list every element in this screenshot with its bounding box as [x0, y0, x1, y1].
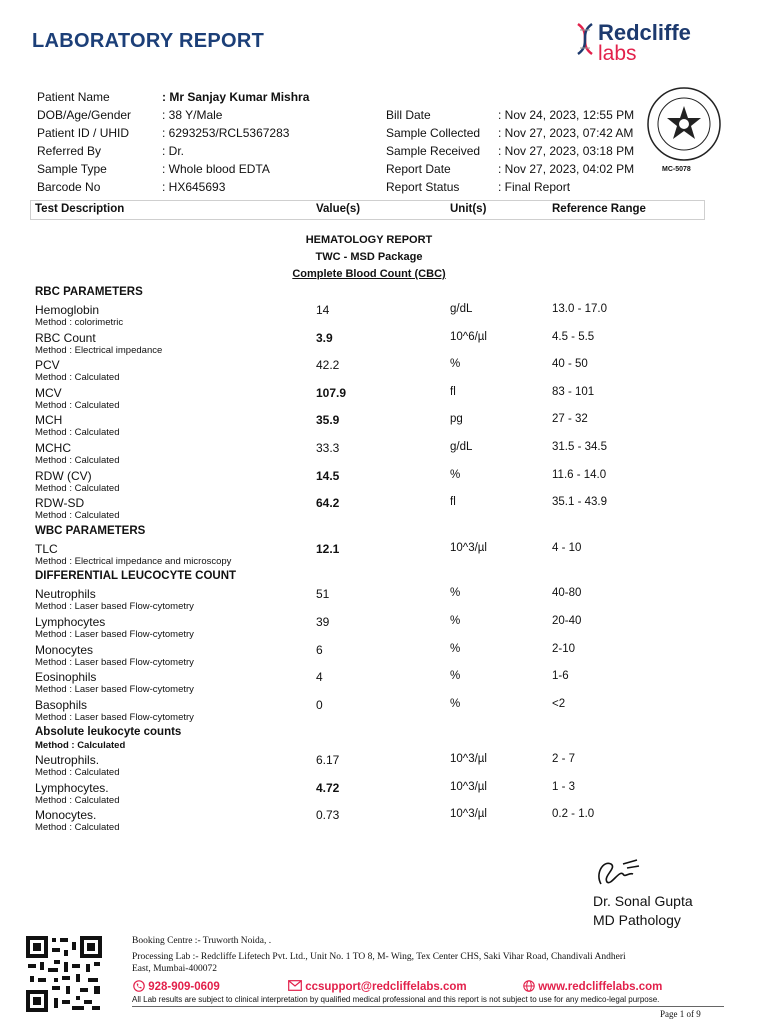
test-unit: % [450, 642, 461, 655]
table-row [0, 496, 768, 524]
test-method: Method : Laser based Flow-cytometry [35, 628, 194, 640]
test-reference-range: 1 - 3 [552, 780, 576, 793]
test-unit: 10^3/µl [450, 542, 487, 554]
footer-divider [132, 1006, 724, 1007]
test-name: MCHC [35, 441, 71, 455]
test-unit: g/dL [450, 303, 473, 315]
test-unit: pg [450, 413, 463, 426]
test-reference-range: 40 - 50 [552, 358, 588, 371]
test-reference-range: 83 - 101 [552, 385, 595, 398]
test-reference-range: 2-10 [552, 642, 576, 655]
col-values: Value(s) [316, 203, 361, 215]
section-wbc: WBC PARAMETERS [35, 525, 146, 537]
dna-logo-icon [574, 22, 596, 62]
test-name: Basophils [35, 698, 88, 713]
test-name: Neutrophils [35, 587, 96, 601]
test-value: 33.3 [316, 441, 340, 455]
test-method: Method : Calculated [35, 482, 120, 494]
table-row [0, 753, 768, 781]
test-reference-range: 2 - 7 [552, 753, 576, 765]
test-reference-range: 4 - 10 [552, 542, 582, 554]
report-heading-cbc: Complete Blood Count (CBC) [292, 268, 446, 280]
test-method: Method : Calculated [35, 510, 120, 522]
table-row [0, 643, 768, 671]
processing-lab-line1: Processing Lab :- Redcliffe Lifetech Pvt. Ltd., Unit No. 1 TO 8, M- Wing, Tex Center CHS, Saki Vihar Road, Chandivali Andheri [132, 952, 626, 962]
test-unit: % [450, 358, 461, 371]
test-name: MCV [35, 385, 62, 400]
test-method: Method : Laser based Flow-cytometry [35, 684, 194, 696]
test-method: Method : Calculated [35, 822, 120, 833]
test-name: Lymphocytes. [35, 780, 109, 795]
test-unit: 10^3/µl [450, 753, 487, 765]
table-row [0, 670, 768, 698]
test-unit: % [450, 468, 461, 481]
test-value: 42.2 [316, 358, 340, 373]
patient-label: DOB/Age/Gender [37, 108, 132, 122]
test-value: 6 [316, 642, 323, 657]
test-name: TLC [35, 542, 58, 556]
test-value: 4.72 [316, 780, 340, 795]
test-value: 39 [316, 614, 330, 629]
patient-value: : HX645693 [162, 180, 226, 194]
phone-number: 928-909-0609 [148, 981, 220, 993]
test-name: Lymphocytes [35, 614, 106, 629]
report-heading-hematology: HEMATOLOGY REPORT [305, 234, 433, 246]
section-rbc: RBC PARAMETERS [35, 286, 143, 298]
test-unit: 10^3/µl [450, 780, 487, 793]
qr-code-icon [24, 934, 104, 1014]
accreditation-seal-icon [646, 86, 722, 162]
report-meta-label: Sample Collected [386, 126, 481, 140]
contact-website[interactable] [523, 980, 662, 993]
test-method: Method : colorimetric [35, 317, 124, 328]
phone-icon [133, 980, 145, 992]
table-row [0, 358, 768, 386]
table-row [0, 615, 768, 643]
test-value: 107.9 [316, 385, 347, 400]
table-row [0, 386, 768, 414]
col-units: Unit(s) [450, 203, 487, 215]
test-method: Method : Electrical impedance and microscopy [35, 556, 232, 567]
test-value: 6.17 [316, 753, 340, 767]
booking-centre: Booking Centre :- Truworth Noida, . [132, 936, 272, 946]
patient-value: : Mr Sanjay Kumar Mishra [162, 90, 310, 104]
report-meta-value: : Final Report [498, 180, 571, 194]
patient-label: Barcode No [37, 180, 101, 194]
report-meta-value: : Nov 24, 2023, 12:55 PM [498, 108, 635, 122]
email-address: ccsupport@redcliffelabs.com [305, 981, 467, 993]
test-method: Method : Calculated [35, 427, 120, 439]
test-unit: fl [450, 496, 456, 509]
test-method: Method : Electrical impedance [35, 344, 163, 356]
test-unit: % [450, 670, 461, 683]
test-value: 4 [316, 670, 323, 685]
section-absolute: Absolute leukocyte counts [35, 726, 182, 738]
test-unit: 10^6/µl [450, 330, 487, 343]
section-dlc: DIFFERENTIAL LEUCOCYTE COUNT [35, 570, 237, 582]
table-row [0, 698, 768, 726]
contact-email[interactable] [288, 980, 467, 993]
patient-value: : 6293253/RCL5367283 [162, 126, 290, 140]
report-title: LABORATORY REPORT [32, 30, 265, 52]
page-number: Page 1 of 9 [660, 1009, 701, 1019]
test-unit: % [450, 614, 461, 627]
test-value: 35.9 [316, 413, 340, 428]
report-meta-label: Sample Received [386, 144, 481, 158]
test-name: RBC Count [35, 330, 96, 345]
table-row [0, 413, 768, 441]
patient-value: : 38 Y/Male [162, 108, 223, 122]
test-method: Method : Calculated [35, 372, 120, 384]
seal-caption: MC-5078 [662, 166, 691, 173]
test-reference-range: 40-80 [552, 587, 582, 599]
report-heading-package: TWC - MSD Package [315, 251, 423, 263]
test-method: Method : Laser based Flow-cytometry [35, 656, 194, 668]
doctor-title: MD Pathology [593, 912, 681, 928]
test-reference-range: 1-6 [552, 670, 569, 683]
report-meta-label: Report Status [386, 180, 460, 194]
table-row [0, 469, 768, 497]
report-meta-value: : Nov 27, 2023, 07:42 AM [498, 126, 634, 140]
table-row [0, 587, 768, 615]
test-reference-range: 20-40 [552, 614, 582, 627]
test-value: 3.9 [316, 330, 333, 345]
test-method: Method : Calculated [35, 767, 120, 778]
test-value: 0 [316, 698, 323, 713]
test-name: Monocytes. [35, 808, 97, 822]
processing-lab-line2: East, Mumbai-400072 [132, 964, 217, 974]
patient-label: Referred By [37, 144, 102, 158]
patient-label: Sample Type [37, 162, 107, 176]
test-unit: fl [450, 385, 456, 398]
logo-text-labs: labs [598, 42, 637, 65]
test-name: Neutrophils. [35, 753, 100, 767]
col-reference-range: Reference Range [552, 203, 646, 215]
test-unit: % [450, 698, 461, 711]
test-method: Method : Calculated [35, 794, 120, 806]
test-unit: 10^3/µl [450, 808, 487, 820]
table-row [0, 303, 768, 331]
test-name: Eosinophils [35, 670, 97, 685]
test-value: 14.5 [316, 468, 340, 483]
report-meta-label: Bill Date [386, 108, 431, 122]
test-reference-range: <2 [552, 698, 566, 711]
patient-label: Patient Name [37, 90, 110, 104]
patient-value: : Dr. [162, 144, 185, 158]
test-value: 51 [316, 587, 330, 601]
contact-phone[interactable] [133, 980, 220, 993]
test-unit: % [450, 587, 461, 599]
test-method: Method : Calculated [35, 455, 120, 466]
test-reference-range: 35.1 - 43.9 [552, 496, 607, 509]
test-value: 14 [316, 303, 330, 317]
signature-icon [593, 856, 643, 890]
disclaimer: All Lab results are subject to clinical interpretation by qualified medical professional and this report is not subject to use for any medico-legal purpose. [132, 995, 660, 1004]
report-meta-value: : Nov 27, 2023, 04:02 PM [498, 162, 635, 176]
test-reference-range: 0.2 - 1.0 [552, 808, 595, 820]
test-method: Method : Calculated [35, 399, 120, 411]
test-reference-range: 13.0 - 17.0 [552, 303, 607, 315]
test-name: RDW (CV) [35, 468, 92, 483]
table-row [0, 441, 768, 469]
table-row [0, 781, 768, 809]
redcliffe-logo [572, 20, 722, 66]
test-reference-range: 31.5 - 34.5 [552, 441, 607, 453]
test-value: 64.2 [316, 496, 340, 511]
test-reference-range: 11.6 - 14.0 [552, 468, 607, 481]
table-row [0, 808, 768, 836]
logo-text-redcliffe: Redcliffe [598, 20, 691, 45]
test-name: Hemoglobin [35, 303, 100, 317]
test-name: MCH [35, 413, 63, 428]
test-reference-range: 4.5 - 5.5 [552, 330, 595, 343]
test-unit: g/dL [450, 441, 473, 453]
test-reference-range: 27 - 32 [552, 413, 588, 426]
test-value: 12.1 [316, 542, 340, 556]
report-meta-value: : Nov 27, 2023, 03:18 PM [498, 144, 635, 158]
website-url: www.redcliffelabs.com [538, 981, 663, 993]
patient-value: : Whole blood EDTA [162, 162, 270, 176]
test-method: Method : Laser based Flow-cytometry [35, 601, 194, 612]
report-meta-label: Report Date [386, 162, 451, 176]
test-name: Monocytes [35, 642, 94, 657]
table-row [0, 331, 768, 359]
test-value: 0.73 [316, 808, 340, 822]
col-test-description: Test Description [35, 203, 125, 215]
section-absolute-method: Method : Calculated [35, 740, 126, 751]
test-method: Method : Laser based Flow-cytometry [35, 712, 194, 724]
doctor-name: Dr. Sonal Gupta [593, 893, 693, 909]
test-name: RDW-SD [35, 496, 85, 511]
mail-icon [288, 980, 302, 991]
table-row [0, 542, 768, 570]
globe-icon [523, 980, 535, 992]
patient-label: Patient ID / UHID [37, 126, 130, 140]
test-name: PCV [35, 358, 60, 373]
